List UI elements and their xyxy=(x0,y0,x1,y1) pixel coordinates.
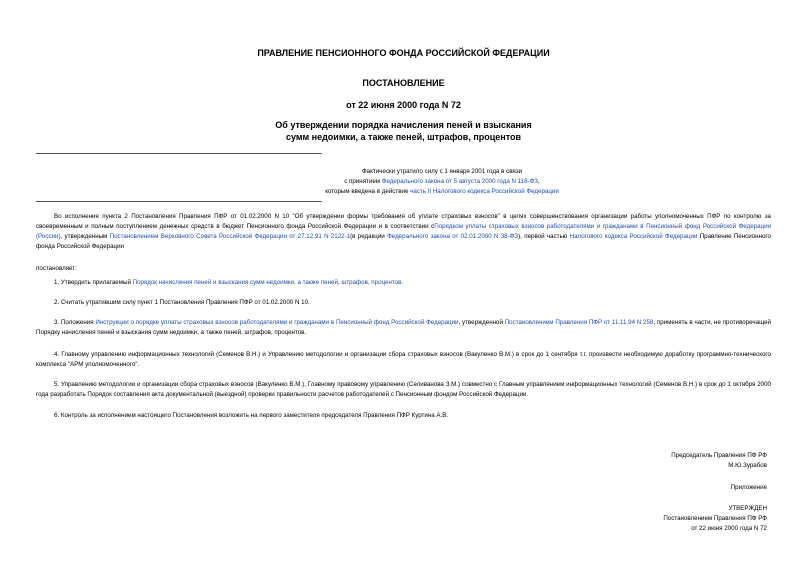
tax-code-part2-link[interactable]: часть II Налогового кодекса Российской Федерации xyxy=(410,188,559,195)
top-divider xyxy=(36,153,322,154)
federal-law-118-link[interactable]: Федерального закона от 5 августа 2000 года N 118-ФЗ xyxy=(381,178,539,185)
status-note-line1: Фактически утратило силу с 1 января 2001 года в связи xyxy=(361,168,523,175)
item-2: 2. Считать утратившим силу пункт 1 Постановления Правления ПФР от 01.02.2000 N 10. xyxy=(54,299,310,306)
item-6: 6. Контроль за исполнением настоящего Постановления возложить на первого заместителя председателя Правления ПФР Куртина А.В. xyxy=(54,412,449,419)
item-1: 1. Утвердить прилагаемый Порядок начисления пеней и взыскания сумм недоимки, а также пеней, штрафов, процентов. xyxy=(54,279,404,286)
tax-code-link[interactable]: Налогового кодекса Российской Федерации xyxy=(569,233,698,240)
doc-type: ПОСТАНОВЛЕНИЕ xyxy=(362,78,445,88)
item-5: 5. Управлению методологии и организации сбора страховых взносов (Вакуленко В.М.), Главному правовому управлению (Селиванова З.М.) совместно с Главным управлением информационных технологий (Семенов В.Н.) в срок до 1 октября 2000 года разработать Порядок составления акта документальной (выездной) проверки правильности расчетов работодателей с Пенсионным фондом Российской Федерации. xyxy=(36,381,771,398)
federal-law-38-link[interactable]: Федерального закона от 02.01.2000 N 38-ФЗ xyxy=(387,233,519,240)
status-note-line2: с принятием Федерального закона от 5 августа 2000 года N 118-ФЗ, xyxy=(344,178,540,185)
approved-by: Постановлением Правления ПФ РФ xyxy=(663,515,767,522)
org-title: ПРАВЛЕНИЕ ПЕНСИОННОГО ФОНДА РОССИЙСКОЙ ФЕДЕРАЦИИ xyxy=(257,48,550,58)
approved-label: УТВЕРЖДЕН xyxy=(728,505,767,512)
status-note xyxy=(170,167,714,197)
resolves-text: постановляет: xyxy=(36,265,77,272)
approved-date: от 22 июня 2000 года N 72 xyxy=(691,525,767,532)
pfr-resolution-258-link[interactable]: Постановлением Правления ПФР от 11.11.94 N 258 xyxy=(504,319,654,326)
preamble-paragraph: Во исполнение пункта 2 Постановления Правления ПФР от 01.02.2000 N 10 "Об утверждении формы требования об уплате страховых взносов" в целях совершенствования организации работы уполномоченных ПФР по контролю за своевременным и полным поступлением денежных средств в бюджет Пенсионного фонда Российской Федерации и в соответствии сПорядком уплаты страховых взносов работодателями и гражданами в Пенсионный фонд Российской Федерации (России), утвержденным Постановлением Верховного Совета Российской Федерации от 27.12.91 N 2122-1(в редакции Федерального закона от 02.01.2000 N 38-ФЗ), первой частью Налогового кодекса Российской Федерации Правление Пенсионного фонда Российской Федерации xyxy=(36,213,771,250)
penalty-procedure-link[interactable]: Порядок начисления пеней и взыскания сумм недоимки, а также пеней, штрафов, процентов xyxy=(132,279,402,286)
doc-subject-line1: Об утверждении порядка начисления пеней и взыскания xyxy=(275,120,532,130)
item-3: 3. Положения Инструкции о порядке уплаты страховых взносов работодателями и гражданами в Пенсионный фонд Российской Федерации, утвержденной Постановлением Правления ПФР от 11.11.94 N 258, применять в части, не противоречащей Порядку начисления пеней и взыскания сумм недоимки, а также пеней, штрафов, процентов. xyxy=(36,319,772,336)
status-note-line3: которым введена в действие часть II Налогового кодекса Российской Федерации xyxy=(325,188,559,195)
doc-date-number: от 22 июня 2000 года N 72 xyxy=(346,100,461,110)
supreme-council-resolution-link[interactable]: Постановлением Верховного Совета Российской Федерации от 27.12.91 N 2122-1 xyxy=(109,233,351,240)
payment-procedure-link[interactable]: Порядком уплаты страховых взносов работодателями и гражданами в Пенсионный фонд Российской Федерации (России) xyxy=(36,223,771,240)
signatory-position: Председатель Правления ПФ РФ xyxy=(671,452,767,459)
signatory-name: М.Ю.Зурабов xyxy=(728,462,767,469)
instruction-link[interactable]: Инструкции о порядке уплаты страховых взносов работодателями и гражданами в Пенсионный фонд Российской Федерации xyxy=(95,319,459,326)
appendix-label: Приложение xyxy=(730,484,767,491)
signature-block xyxy=(467,451,767,471)
approval-block xyxy=(467,504,767,534)
bottom-divider xyxy=(36,201,322,202)
item-4: 4. Главному управлению информационных технологий (Семенов В.Н.) и Управлению методологии и организации сбора страховых взносов (Вакуленко В.М.) в срок до 1 сентября т.г. произвести необходимую доработку программно-технического комплекса "АРМ уполномоченного". xyxy=(36,351,771,368)
doc-subject-line2: сумм недоимки, а также пеней, штрафов, процентов xyxy=(285,132,522,142)
